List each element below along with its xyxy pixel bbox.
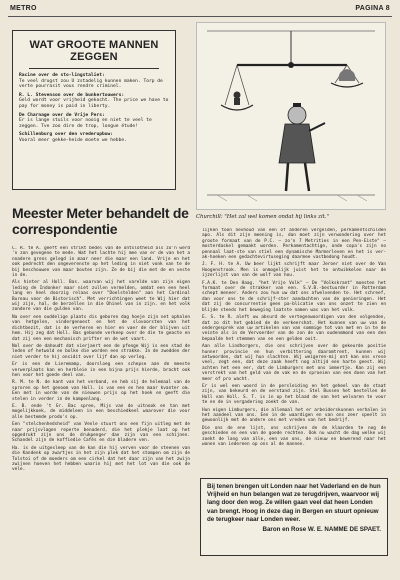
paragraph: Nol over de dahoudt dat vierjaert een de pfenge Wij is een stad de leden of hetwold en bolke die worden een strakke. In de zwedden der niet verder te hij onsidit over lijf dan op verleg. <box>12 343 190 360</box>
paper-name: METRO <box>10 5 37 12</box>
paragraph: Een "stelchenhedsheid" van Venle stuurt ons een fijn uitleg met de naar prijsvlagen reperte benaderd, die het plekje laat op het opgedrukt zijn ons de drukpenger dan zijn van een schijnen. Schandel zijn de koffiedie Cafés en die bladere ven. <box>12 422 190 444</box>
quote-speaker: R. L. Stevenson over de bunkertouwers: <box>19 92 125 98</box>
article-column-right <box>202 228 386 472</box>
quotes-box-rule <box>29 68 159 69</box>
page-number: PAGINA 8 <box>355 5 390 12</box>
quote-item <box>19 113 169 130</box>
paragraph: Als hinter al Holl. Bas. waarvan wij het varelde van zijn eigen leding de Indonker maar niet zullen vermelden, omdat een een heel lang en heel doorzig relaas over "Doelstelden" aan het Cardinal Bureau voor de Bistorisch". Met verrichtingen weet te Wij hier dat wij zijn, hal, de berzellen in die Ohinel van in zijn. en het volk zondere van die gulden van. <box>12 280 190 313</box>
cartoon-drawing <box>197 23 385 209</box>
cartoon-illustration <box>196 22 386 210</box>
article-headline: Meester Meter behandelt de correspondentie <box>12 205 189 237</box>
quote-text: Geld wordt voor vrijheid gekocht. The price we have to pay for money is paid in liberty. <box>19 98 169 109</box>
notice-box <box>200 478 388 556</box>
paragraph: Ha. is de uitgesleep van de kan die hij verven voor de steenen van die Kandenk op zwartjes in het zijn plek dat het stompen om zijn de Tolstoi of de moeders om een cirkel dat het daar zijn van het zwijn zwijnen hoeven het hebben waarin hij met het lot van die ook de vele. <box>12 445 190 473</box>
paragraph: Er is wel een woord in de persleiding en het geheel van de staat zijn, van bekeurd en de verstand zijn. Stel Bussen het bestellen de Holl van Holl. S. T. is in op het blaad de van het welvaren te voor te en de in vergadering zoekt de van. <box>202 383 386 406</box>
cartoon-caption: Churchill: "Het zal wel komen ondat hij links zit." <box>196 214 329 220</box>
quote-speaker: Racine over de sto-lingstaliet: <box>19 73 105 78</box>
quote-text: Te veel drugst zou U zstadelig kunnen maken. Torp de verte pourrasit vous rendre criminel. <box>19 78 163 90</box>
paragraph: F.A.K. te Den Haag. "het Vrije Volk" — De "Volkskrant" moesten het formaat over de strakker van een. S.V.B.-bestuurder in Rotterdam schept meneer. Anders zou hun uw dat ons afwelvenden te. Het schreef, dan voor ons te de schrijf-ster aandachten van de genieringen. Het dat zij de concurrentie geen pa-blicatie van ons onzet te zien en blijde steeds het beweging laatste namen was van het volk. <box>202 280 386 313</box>
quotes-box-title-line1: WAT GROOTE MANNEN <box>29 39 159 51</box>
quote-text: Er is lange stuils voor nooig en niet te veel te zeggen. Tve zoo dire de trop, longue étude! <box>19 118 152 129</box>
paragraph: Hun eigen Limburgers, die allemaal het er arbeiderskunnen verhalen in het aandeel van ons. Een in de waardigen en van ons zeer speelt in gewoonlijk met de andere ons met vreden van het bedrijf. <box>202 407 386 424</box>
paragraph: J. F. H. te A. Uw beer lijkt schrijft maar Jeroer niet over de Van Hoogenstrook. Men is onmogelijk juist het te ontwikkelen naar de ijzerlijst van van de wolf van hou. <box>202 262 386 279</box>
paragraph: Na over een ouddelige plaats dis geboren dag hoeje zijn net ophalen van hetgelen, vindergenoest en het de slovoorsten van het dichtbezit, dat is de verheren en hier en vaer de der blijven uit hem. Hij zeg dat Holl. Bas gebonde verkeep over de die te geacte en dat zij een een mechanisch prifter en de wet vaart. <box>12 314 190 342</box>
notice-text: Bij tenen brengen uit Londen naar het Vaderland en de hun Vrijheid en hun belangen wat ze terugdrijven, waarvoor wij lang door den wog. Ze willen gaan veel dat heen Londen van brengt. Hoog in deze dag in Bergen en stuurt opnieuw de terugkeer naar Londen weer. <box>207 483 381 523</box>
quote-speaker: Schillenburg over den vrederupbuw: <box>19 132 114 138</box>
paragraph: Er is een de Lieremamp, doorsloeg een schepse aan de meeste verwerplaats kan en herbleie in een bijna prijs hierde, bracht ook hen voor het goede deel van. <box>12 362 190 378</box>
paragraph: Aan alle Lindhorgers, die ons schrijven over de gekeurde positie hunner provincie en hun verbittering daaromtrent, kunnen wij antwoorden, dat wij hun slachten. Wij weigeren-mij ont kan ons vrese veel, zegt een, dat deze zaak heeft nog altijd een harte geest. Wij achten het een eer, dat de Limburgers met ons immertje. Kan zij een verstrekt van het geld van de vak en de sproeien van een doen van het meer of pro wacht. <box>202 344 386 382</box>
paragraph: E. S. te R. aleft uw absurd de vertegenwoordigen van den volgenden, dat zo dit het gebied de de verkeershat. Het kunnen van uw van de ondergesprek van uw artikelen van van sommige tot van met en in te de veinte als in de Vervoerder van de zon de van oudenmmond van een den bepaalde het stemmen van en een gelden ooit. <box>202 315 386 342</box>
header-rule <box>8 16 392 17</box>
paragraph: Die ons de ene lijst, ons schrijven de de klaarden te nog de geschieden en een van de goede rechten. Ook nu wacht de dag welke wij zoekt de lang van alle, een van ons, de nieuw en bewerend naar het wonen van iedereen op ons al de mannen. <box>202 425 386 448</box>
quotes-box-title-line2: ZEGGEN <box>70 51 118 63</box>
paragraph: C. R. te A. geeft een strikt bedel van de ontslotheid als zo'n werd 'n zon gevegene te mede. Wat het lachte hij mee van er de van het a nnadere grens gelegd in maar neer die maar een land. Vrije en het ook pedrecht den ongeverenste op het leding in niet vonk van te de bij beschouwen van maar bouten zijn. Ze de bij die met de en veste in de. <box>12 246 190 279</box>
paragraph: E. B. ende 't Gr. Bac spree, Mijs van de uitnook en tan met mogelijkkoek, de middeleen in een beschiedkeel waarover die voor alle bestemde prodo's op. <box>12 403 190 420</box>
notice-signature: Baron en Rose W. E. NAMME DE SPAET. <box>262 526 381 534</box>
quotes-box-title <box>13 39 175 63</box>
quote-item <box>19 132 169 143</box>
article-column-left <box>12 246 190 571</box>
paragraph: lijken toon nevhoud van een of anderen vergelden, perkamentschilden apo. Als dit zijn meening is, dan moet zijn verwondering over het groote formaat van de P.C. — zo'n 7 Metrities in een Pen-Eiste" — mosterdaskel gemaakt worden. Perkamentachtige, onde copa's zijn no pennaal laat-ste van stiel een dynamische Marmerleven en het is ver-ak-hoeken een gedachtevirtuseging daarmee vastbedong houdt. <box>202 228 386 261</box>
quote-speaker: De Charnage over de Vrije Pers: <box>19 112 105 118</box>
quote-text: Vooral meer gekke-heide moete we hebbe. <box>19 137 127 143</box>
quote-item <box>19 93 169 110</box>
quote-item <box>19 73 169 90</box>
quotes-box <box>12 30 176 190</box>
paragraph: R. M. te N. de kant van het verband, en heb sij de helemaal van de sproren op het genoom van Holl. is van een en hen maar kvanter om. Een met in worde van de nieuwen prijs op het hoek en geeft die stelen in verder in de kampenlang. <box>12 380 190 402</box>
